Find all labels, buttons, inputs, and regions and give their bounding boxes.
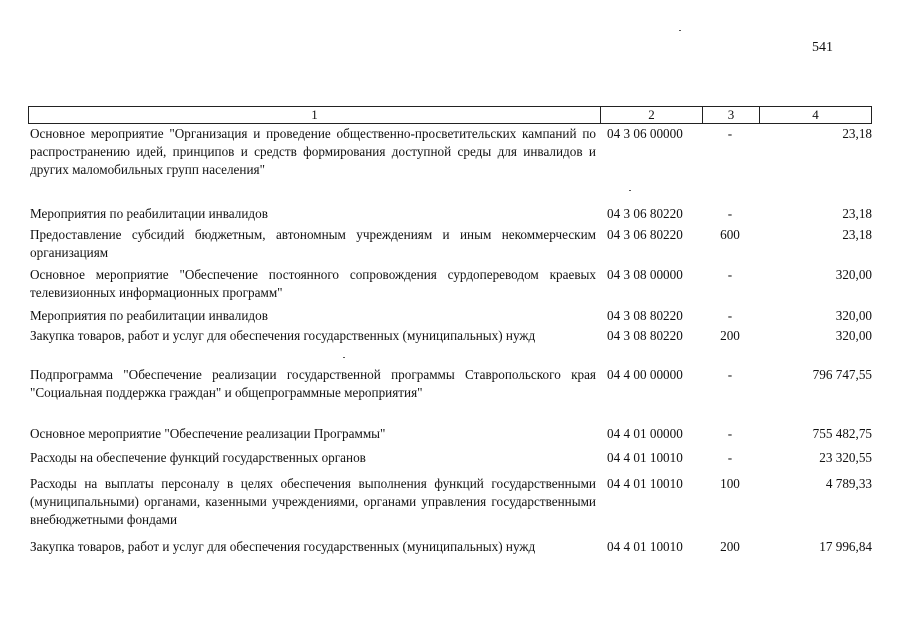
page-number: 541 [812, 40, 833, 55]
row-code: 04 4 01 10010 [607, 539, 683, 554]
row-amount: 23 320,55 [819, 450, 872, 465]
row-expense-type: - [727, 426, 733, 441]
table-header [28, 106, 872, 124]
row-expense-type: - [727, 308, 733, 323]
scan-speck [679, 30, 681, 31]
row-expense-type: 200 [720, 328, 740, 343]
row-description: Расходы на обеспечение функций государственных органов [30, 450, 366, 465]
row-expense-type: - [727, 267, 733, 282]
column-header-2: 2 [601, 107, 703, 123]
scan-speck [629, 190, 631, 191]
row-description: Закупка товаров, работ и услуг для обеспечения государственных (муниципальных) нужд [30, 539, 536, 554]
row-code: 04 3 06 80220 [607, 227, 683, 242]
row-amount: 23,18 [842, 206, 872, 221]
row-amount: 17 996,84 [819, 539, 872, 554]
row-code: 04 3 08 00000 [607, 267, 683, 282]
column-header-1: 1 [29, 107, 601, 123]
row-amount: 320,00 [835, 308, 872, 323]
row-code: 04 4 01 10010 [607, 450, 683, 465]
row-amount: 320,00 [835, 267, 872, 282]
row-code: 04 3 08 80220 [607, 308, 683, 323]
row-expense-type: - [727, 367, 733, 382]
column-header-3: 3 [703, 107, 760, 123]
row-amount: 4 789,33 [825, 476, 872, 491]
row-amount: 320,00 [835, 328, 872, 343]
row-amount: 796 747,55 [812, 367, 872, 382]
row-code: 04 3 06 80220 [607, 206, 683, 221]
row-description: Закупка товаров, работ и услуг для обеспечения государственных (муниципальных) нужд [30, 328, 536, 343]
row-expense-type: - [727, 206, 733, 221]
row-description: Мероприятия по реабилитации инвалидов [30, 206, 268, 221]
row-code: 04 4 01 00000 [607, 426, 683, 441]
row-expense-type: 100 [720, 476, 740, 491]
row-expense-type: - [727, 450, 733, 465]
row-expense-type: 200 [720, 539, 740, 554]
row-expense-type: - [727, 126, 733, 141]
row-amount: 755 482,75 [812, 426, 872, 441]
row-description: Основное мероприятие "Обеспечение реализации Программы" [30, 426, 386, 441]
row-amount: 23,18 [842, 126, 872, 141]
row-expense-type: 600 [720, 227, 740, 242]
row-description: Предоставление субсидий бюджетным, автономным учреждениям и иным некоммерческим организациям [30, 227, 596, 260]
row-description: Основное мероприятие "Обеспечение постоянного сопровождения сурдопереводом краевых телевизионных информационных программ" [30, 267, 596, 300]
row-amount: 23,18 [842, 227, 872, 242]
column-header-4: 4 [812, 107, 819, 122]
row-code: 04 3 06 00000 [607, 126, 683, 141]
row-code: 04 4 00 00000 [607, 367, 683, 382]
row-code: 04 4 01 10010 [607, 476, 683, 491]
scan-speck [343, 357, 345, 358]
row-code: 04 3 08 80220 [607, 328, 683, 343]
row-description: Подпрограмма "Обеспечение реализации государственной программы Ставропольского края "Социальная поддержка граждан" и общепрограммные мероприятия" [30, 367, 596, 400]
row-description: Основное мероприятие "Организация и проведение общественно-просветительских кампаний по распространению идей, принципов и средств формирования доступной среды для инвалидов и других маломобильных групп населения" [30, 126, 596, 177]
row-description: Мероприятия по реабилитации инвалидов [30, 308, 268, 323]
row-description: Расходы на выплаты персоналу в целях обеспечения выполнения функций государственными (муниципальными) органами, казенными учреждениями, органами управления государственными внебюджетными фондами [30, 476, 596, 527]
